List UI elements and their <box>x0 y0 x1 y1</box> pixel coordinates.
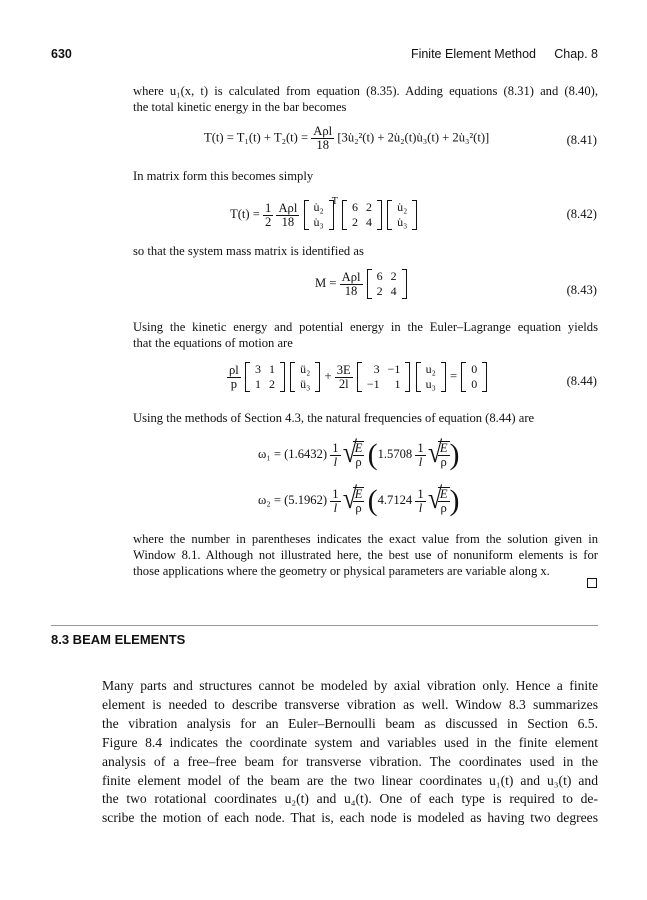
matrix-cell: −1 <box>387 362 401 376</box>
text-line: where the number in parentheses indicates the exact value from the solution given in <box>133 532 598 546</box>
equation-number-8-41: (8.41) <box>566 133 597 147</box>
sqrt-e-over-rho <box>344 487 365 515</box>
plus-sign: + <box>324 368 332 383</box>
intro-paragraph <box>133 83 598 115</box>
close-paren: ) <box>449 438 460 471</box>
fraction-denominator: l <box>333 454 338 469</box>
sqrt-e-over-rho <box>429 487 450 515</box>
sqrt-e-over-rho <box>344 441 365 469</box>
mass-matrix <box>341 200 383 230</box>
matrix-cell: 6 <box>351 200 358 215</box>
beam-elements-paragraph <box>102 677 598 828</box>
open-paren: ( <box>367 484 378 517</box>
fraction-numerator: √ E <box>354 487 363 501</box>
matrix-cell: 2 <box>268 377 275 391</box>
matrix-cell: 1 <box>268 362 275 376</box>
eq42-half <box>263 202 273 229</box>
section-title: 8.3 BEAM ELEMENTS <box>51 632 186 647</box>
matrix-cell: 6 <box>376 269 383 283</box>
eq44-fraction-1 <box>227 364 241 391</box>
matrix-cell: 1 <box>254 377 261 391</box>
eq41-bracket: [3u̇₂²(t) + 2u̇₂(t)u̇₃(t) + 2u̇₃²(t)] <box>337 130 490 145</box>
sqrt-e-over-rho <box>429 441 450 469</box>
equation-number-8-44: (8.44) <box>566 374 597 388</box>
mass-intro: so that the system mass matrix is identified as <box>133 244 364 258</box>
fraction-denominator: l <box>333 500 338 515</box>
matrix-cell: 1 <box>394 377 401 391</box>
matrix-cell: 0 <box>471 377 478 391</box>
open-paren: ( <box>367 438 378 471</box>
mass-matrix <box>366 269 408 299</box>
eq42-fraction <box>276 202 299 229</box>
text-line: the two rotational coordinates u₂(t) and u₄(t). One of each type is required to de- <box>102 791 598 807</box>
velocity-vector <box>386 200 418 230</box>
fraction-denominator: 2l <box>338 376 349 391</box>
fraction-numerator: 3E <box>336 362 351 377</box>
stiffness-matrix <box>356 362 412 392</box>
matrix-cell: 4 <box>390 284 397 298</box>
matrix-cell: u₂ <box>425 362 436 376</box>
fraction-numerator: Aρl <box>278 200 298 215</box>
fraction-numerator: Aρl <box>313 124 333 138</box>
one-over-l <box>415 442 425 469</box>
section-rule <box>51 625 598 626</box>
matrix-cell: 2 <box>365 200 372 215</box>
fraction-denominator: l <box>418 454 423 469</box>
eq41-fraction <box>311 125 334 152</box>
fraction-numerator: 1 <box>332 486 339 501</box>
text-line: where u₁(x, t) is calculated from equation (8.35). Adding equations (8.31) and (8.40), <box>133 84 598 98</box>
text-line: finite element model of the beam are the two linear coordinates u₁(t) and u₃(t) and <box>102 772 598 788</box>
chapter-label: Chap. 8 <box>554 47 598 61</box>
section-heading <box>51 632 185 647</box>
mass-matrix <box>244 362 286 392</box>
text-line: element is needed to describe transverse vibration as well. Window 8.3 summarizes <box>102 696 598 712</box>
fraction-denominator: ρ <box>355 455 362 469</box>
eq43-lhs: M = <box>315 275 337 290</box>
displacement-vector <box>415 362 447 392</box>
exact-value-paragraph <box>133 531 598 579</box>
fraction-denominator: 2 <box>265 214 272 229</box>
fraction-numerator: Aρl <box>341 269 361 284</box>
acceleration-vector <box>289 362 321 392</box>
fraction-numerator: 1 <box>332 440 339 455</box>
text-line: Many parts and structures cannot be modeled by axial vibration only. Hence a finite <box>102 678 598 693</box>
omega2-lhs: ω₂ = (5.1962) <box>258 492 328 507</box>
matrix-cell: 2 <box>390 269 397 283</box>
fraction-numerator: √ E <box>439 487 448 501</box>
text-line: Using the kinetic energy and potential energy in the Euler–Lagrange equation yields <box>133 320 598 334</box>
frequency-intro: Using the methods of Section 4.3, the natural frequencies of equation (8.44) are <box>133 411 535 425</box>
equation-8-44 <box>227 362 488 392</box>
matrix-cell: ü₂ <box>300 362 311 376</box>
matrix-cell: 4 <box>365 215 372 230</box>
fraction-denominator: l <box>418 500 423 515</box>
omega1-lhs: ω₁ = (1.6432) <box>258 446 328 461</box>
zero-vector <box>460 362 488 392</box>
book-title: Finite Element Method <box>410 47 536 61</box>
fraction-denominator: 18 <box>344 283 358 298</box>
fraction-numerator: ρl <box>229 362 239 377</box>
eq43-fraction <box>340 271 363 298</box>
fraction-numerator: 1 <box>417 486 424 501</box>
matrix-cell: 0 <box>471 362 478 376</box>
fraction-denominator: p <box>230 376 238 391</box>
omega2-exact-value: 4.7124 <box>377 492 413 507</box>
fraction-denominator: 18 <box>316 138 330 152</box>
matrix-cell: ü₃ <box>300 377 311 391</box>
text-line: scribe the motion of each node. That is, each node is modeled as having two degrees <box>102 810 598 826</box>
eq41-lhs: T(t) = T₁(t) + T₂(t) = <box>204 130 309 145</box>
fraction-denominator: ρ <box>355 501 362 515</box>
text-line: the total kinetic energy in the bar becomes <box>133 100 347 114</box>
fraction-denominator: ρ <box>440 455 447 469</box>
velocity-vector <box>303 200 335 230</box>
matrix-cell: 2 <box>351 215 358 230</box>
eq42-lhs: T(t) = <box>230 207 260 221</box>
matrix-cell: −1 <box>366 377 380 391</box>
omega2-equation <box>258 484 460 518</box>
matrix-cell: u̇₂ <box>313 200 324 215</box>
text-line: that the equations of motion are <box>133 336 293 350</box>
matrix-cell: u̇₃ <box>397 215 408 230</box>
matrix-cell: 3 <box>373 362 380 376</box>
equals-sign: = <box>449 368 458 383</box>
omega1-equation <box>258 438 460 472</box>
equation-number-8-43: (8.43) <box>566 283 597 297</box>
fraction-numerator: √ E <box>354 441 363 455</box>
text-line: Figure 8.4 indicates the coordinate system and variables used in the finite element <box>102 734 598 750</box>
matrix-cell: u̇₂ <box>397 200 408 215</box>
one-over-l <box>415 488 425 515</box>
close-paren: ) <box>449 484 460 517</box>
matrix-intro: In matrix form this becomes simply <box>133 169 314 183</box>
fraction-numerator: 1 <box>265 200 272 215</box>
equation-8-42 <box>230 196 418 230</box>
equation-number-8-42: (8.42) <box>566 207 597 221</box>
fraction-numerator: 1 <box>417 440 424 455</box>
transpose-mark: T <box>331 196 338 207</box>
equation-8-41 <box>204 125 489 152</box>
text-line: the vibration analysis for an Euler–Bernoulli beam as discussed in Section 6.5. <box>102 715 598 731</box>
fraction-denominator: ρ <box>440 501 447 515</box>
omega1-exact-value: 1.5708 <box>377 446 413 461</box>
matrix-cell: u₃ <box>425 377 436 391</box>
text-line: Window 8.1. Although not illustrated here, the best use of nonuniform elements is for <box>133 548 598 562</box>
eq44-fraction-2 <box>335 364 353 391</box>
one-over-l <box>330 442 340 469</box>
matrix-cell: 2 <box>376 284 383 298</box>
end-of-example-box <box>587 578 597 588</box>
equation-8-43 <box>315 269 408 299</box>
text-line: analysis of a free–free beam for transverse vibration. The coordinates used in the <box>102 753 598 769</box>
euler-lagrange-paragraph <box>133 319 598 351</box>
fraction-denominator: 18 <box>281 214 295 229</box>
text-line: those applications where the geometry or physical parameters are variable along x. <box>133 564 550 578</box>
fraction-numerator: √ E <box>439 441 448 455</box>
running-header <box>51 47 598 63</box>
matrix-cell: 3 <box>254 362 261 376</box>
one-over-l <box>330 488 340 515</box>
page-number: 630 <box>51 47 72 61</box>
matrix-cell: u̇₃ <box>313 215 324 230</box>
